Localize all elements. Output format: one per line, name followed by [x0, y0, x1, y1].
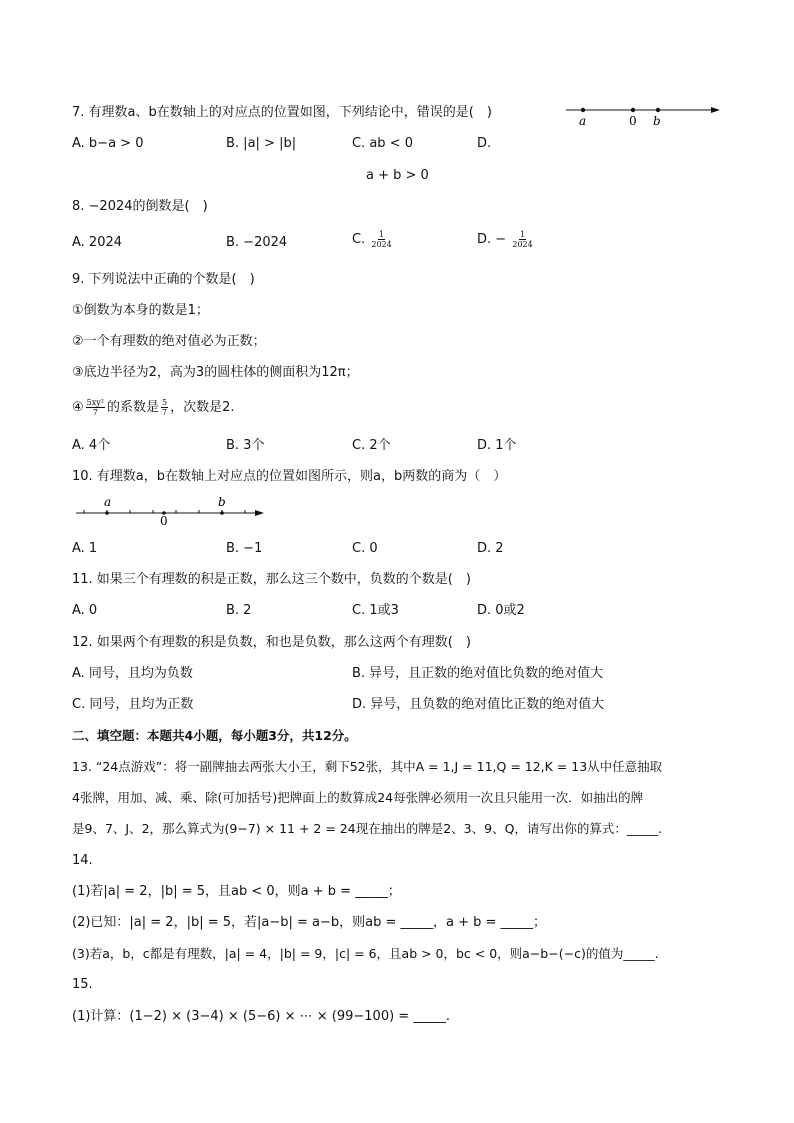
q8-option-b: B. −2024	[226, 235, 288, 250]
q15-part-1: (1)计算：(1−2) × (3−4) × (5−6) × ⋯ × (99−100) = _____.	[72, 1009, 450, 1024]
q9-s4-suffix: ，次数是2.	[170, 400, 235, 415]
q13-line-3: 是9、7、J、2，那么算式为(9−7) × 11 + 2 = 24现在抽出的牌是2、3、9、Q，请写出你的算式：_____.	[72, 821, 663, 836]
q9-s4-mid: 的系数是	[106, 400, 159, 415]
q10-axis-label-a: a	[104, 495, 112, 509]
q10-option-b: B. −1	[226, 541, 263, 556]
q8-option-a: A. 2024	[72, 235, 123, 250]
q11-option-d: D. 0或2	[477, 603, 525, 618]
q11-option-a: A. 0	[72, 603, 98, 618]
q10-axis-label-b: b	[218, 495, 226, 509]
q8-option-c-label: C.	[352, 232, 366, 247]
q8-option-c-fraction	[371, 230, 391, 249]
q9-option-b: B. 3个	[226, 438, 265, 453]
q7-axis-label-b: b	[653, 114, 661, 128]
q7-stem: 7. 有理数a、b在数轴上的对应点的位置如图，下列结论中，错误的是( )	[72, 105, 492, 120]
q7-option-d: D.	[477, 136, 492, 151]
q12-option-c: C. 同号，且均为正数	[72, 697, 194, 712]
q10-option-c: C. 0	[352, 541, 378, 556]
q9-s4-fraction	[86, 398, 105, 417]
q7-axis-label-a: a	[579, 114, 587, 128]
q13-line-1: 13. “24点游戏”：将一副牌抽去两张大小王，剩下52张，其中A = 1,J = 11,Q = 12,K = 13从中任意抽取	[72, 759, 663, 774]
q8-c-frac-den: 2024	[371, 240, 392, 249]
q9-option-c: C. 2个	[352, 438, 391, 453]
q9-statement-3: ③底边半径为2，高为3的圆柱体的侧面积为12π；	[72, 365, 359, 380]
q8-option-d-label: D. −	[477, 232, 507, 247]
q9-statement-4	[72, 398, 235, 417]
q8-c-frac-num: 1	[378, 230, 385, 239]
q10-option-d: D. 2	[477, 541, 504, 556]
q8-option-d	[477, 230, 535, 249]
q10-stem: 10. 有理数a，b在数轴上对应点的位置如图所示，则a，b两数的商为（ ）	[72, 469, 507, 484]
q9-statement-2: ②一个有理数的绝对值必为正数；	[72, 334, 266, 349]
q9-statement-1: ①倒数为本身的数是1；	[72, 303, 209, 318]
q13-line-2: 4张牌，用加、减、乘、除(可加括号)把牌面上的数算成24每张牌必须用一次且只能用一次．如抽出的牌	[72, 790, 644, 805]
q11-option-c: C. 1或3	[352, 603, 399, 618]
q12-option-b: B. 异号，且正数的绝对值比负数的绝对值大	[352, 666, 604, 681]
q8-option-c	[352, 230, 394, 249]
q8-stem: 8. −2024的倒数是( )	[72, 199, 208, 214]
q7-axis-label-0: 0	[629, 114, 637, 128]
q7-option-d-formula: a + b > 0	[366, 168, 429, 183]
q9-s4-frac-num: 5xy²	[86, 398, 104, 407]
q14-part-1: (1)若|a| = 2，|b| = 5，且ab < 0，则a + b = _____；	[72, 884, 401, 899]
q9-stem: 9. 下列说法中正确的个数是( )	[72, 272, 255, 287]
q12-option-d: D. 异号，且负数的绝对值比正数的绝对值大	[352, 697, 605, 712]
q14-number: 14.	[72, 853, 93, 868]
q10-number-line	[72, 494, 272, 528]
q11-stem: 11. 如果三个有理数的积是正数，那么这三个数中，负数的个数是( )	[72, 572, 471, 587]
q14-part-2: (2)已知：|a| = 2，|b| = 5，若|a−b| = a−b，则ab = _____，a + b = _____；	[72, 915, 547, 930]
q9-option-a: A. 4个	[72, 438, 111, 453]
q11-option-b: B. 2	[226, 603, 252, 618]
q9-s4-prefix: ④	[72, 400, 84, 415]
q9-option-d: D. 1个	[477, 438, 517, 453]
q12-option-a: A. 同号，且均为负数	[72, 666, 193, 681]
q8-d-frac-num: 1	[519, 230, 526, 239]
q10-axis-label-0: 0	[160, 514, 168, 528]
q12-stem: 12. 如果两个有理数的积是负数，和也是负数，那么这两个有理数( )	[72, 635, 471, 650]
q8-option-d-fraction	[512, 230, 532, 249]
q9-s4-coef-den: 7	[162, 408, 168, 417]
q8-d-frac-den: 2024	[512, 240, 533, 249]
q14-part-3: (3)若a，b，c都是有理数，|a| = 4，|b| = 9，|c| = 6，且ab > 0，bc < 0，则a−b−(−c)的值为_____.	[72, 946, 659, 961]
q9-s4-frac-den: 7	[92, 408, 98, 417]
q9-s4-coef-num: 5	[162, 398, 168, 407]
q7-option-b: B. |a| > |b|	[226, 136, 297, 151]
q9-s4-coef	[161, 398, 168, 417]
q7-number-line	[562, 100, 726, 128]
q15-number: 15.	[72, 977, 93, 992]
q7-option-a: A. b−a > 0	[72, 136, 144, 151]
section-fill-in-blank-heading: 二、填空题：本题共4小题，每小题3分，共12分。	[72, 728, 357, 743]
q10-option-a: A. 1	[72, 541, 98, 556]
q7-option-c: C. ab < 0	[352, 136, 413, 151]
